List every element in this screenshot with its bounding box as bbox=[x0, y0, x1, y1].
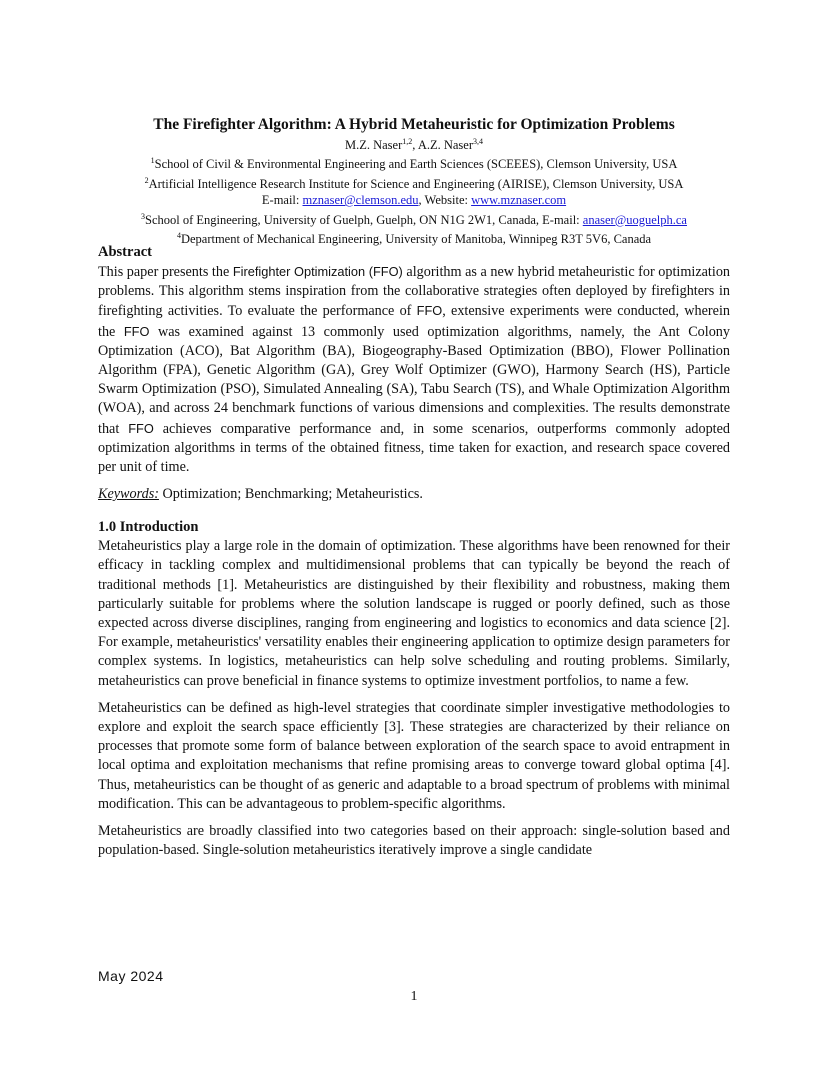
abstract-text bbox=[98, 262, 730, 477]
keywords bbox=[98, 485, 730, 504]
abstract-part-1: This paper presents the bbox=[98, 264, 233, 280]
affiliation-1-text: School of Civil & Environmental Engineering and Earth Sciences (SCEEES), Clemson University, USA bbox=[154, 157, 678, 171]
author-2: A.Z. Naser bbox=[417, 138, 474, 152]
keywords-text: Optimization; Benchmarking; Metaheuristics. bbox=[158, 486, 423, 503]
author-line bbox=[98, 134, 730, 153]
author-2-affil: 3,4 bbox=[473, 137, 484, 146]
email-link-1[interactable]: mznaser@clemson.edu bbox=[302, 193, 419, 207]
footer-date: May 2024 bbox=[98, 968, 164, 984]
affiliation-2 bbox=[98, 173, 730, 193]
affiliation-2-sup: 2 bbox=[144, 175, 149, 185]
email-link-2[interactable]: anaser@uoguelph.ca bbox=[582, 212, 687, 227]
author-1-affil: 1,2 bbox=[402, 137, 413, 146]
affiliation-4-text: Department of Mechanical Engineering, University of Manitoba, Winnipeg R3T 5V6, Canada bbox=[180, 232, 652, 246]
author-1: M.Z. Naser bbox=[344, 138, 403, 152]
affiliation-2-text: Artificial Intelligence Research Institute for Science and Engineering (AIRISE), Clemson University, USA bbox=[148, 176, 684, 191]
introduction-heading: 1.0 Introduction bbox=[98, 519, 199, 536]
page-number: 1 bbox=[410, 989, 418, 1004]
paper-title: The Firefighter Algorithm: A Hybrid Metaheuristic for Optimization Problems bbox=[153, 116, 675, 133]
affiliation-3-sup: 3 bbox=[141, 211, 146, 221]
ffo-term-full: Firefighter Optimization (FFO) bbox=[232, 264, 403, 279]
affiliation-1 bbox=[98, 153, 730, 173]
affiliation-3 bbox=[98, 209, 730, 229]
author-separator: , bbox=[412, 138, 418, 152]
contact-line-1 bbox=[98, 192, 730, 209]
paper-body bbox=[98, 243, 730, 860]
ffo-term: FFO bbox=[123, 323, 150, 339]
website-link[interactable]: www.mznaser.com bbox=[471, 193, 567, 207]
abstract-part-5: achieves comparative performance and, in some scenarios, outperforms commonly adopted optimization algorithms in terms of the obtained fitness, time taken for exaction, and research space covered per unit of time. bbox=[98, 420, 730, 476]
website-label: , Website: bbox=[418, 193, 472, 207]
affiliation-1-sup: 1 bbox=[150, 156, 155, 165]
affiliation-4-sup: 4 bbox=[176, 231, 181, 240]
ffo-term: FFO bbox=[416, 303, 443, 319]
abstract-part-3: , extensive experiments were conducted, wherein the bbox=[98, 303, 730, 340]
intro-paragraph-3: Metaheuristics are broadly classified into two categories based on their approach: single-solution based and population-based. Single-solution metaheuristics iteratively improve a single candidate bbox=[98, 823, 730, 859]
abstract-part-4: was examined against 13 commonly used optimization algorithms, namely, the Ant Colony Optimization (ACO), Bat Algorithm (BA), Biogeography-Based Optimization (BBO), Flower Pollination Algorithm (FPA), Genetic Algorithm (GA), Grey Wolf Optimizer (GWO), Harmony Search (HS), Particle Swarm Optimization (PSO), Simulated Annealing (SA), Tabu Search (TS), and Whale Optimization Algorithm (WOA), and across 24 benchmark functions of various dimensions and complexities. The results demonstrate that bbox=[98, 323, 730, 437]
intro-paragraph-1: Metaheuristics play a large role in the domain of optimization. These algorithms have been renowned for their efficacy in tackling complex and multidimensional problems that can typically be beyond the reach of traditional methods [1]. Metaheuristics are distinguished by their flexibility and robustness, making them particularly suitable for problems where the solution landscape is rugged or poorly defined, such as those expected across diverse disciplines, ranging from engineering and logistics to economics and data science [2]. For example, metaheuristics' versatility enables their engineering application to optimize design parameters for complex systems. In logistics, metaheuristics can help solve scheduling and routing problems. Similarly, metaheuristics can prove beneficial in finance systems to optimize investment portfolios, to name a few. bbox=[98, 538, 730, 689]
ffo-term: FFO bbox=[128, 420, 154, 436]
abstract-heading: Abstract bbox=[98, 244, 152, 260]
affiliation-3-text: School of Engineering, University of Guelph, Guelph, ON N1G 2W1, Canada, E-mail: bbox=[145, 212, 583, 227]
abstract-part-2: algorithm as a new hybrid metaheuristic for optimization problems. This algorithm stems inspiration from the collaborative strategies often deployed by firefighters in firefighting activities. To evaluate the performance of bbox=[98, 264, 731, 320]
email-label: E-mail: bbox=[261, 193, 303, 207]
paper-header bbox=[98, 115, 730, 248]
keywords-label: Keywords: bbox=[98, 486, 159, 503]
intro-paragraph-2: Metaheuristics can be defined as high-level strategies that coordinate simpler investigative methodologies to explore and exploit the search space efficiently [3]. These strategies are characterized by their reliance on processes that promote some form of balance between exploration of the search space to avoid entrapment in local optima and exploitation mechanisms that refine promising areas to converge toward global optima [4]. Thus, metaheuristics can be thought of as generic and adaptable to a broad spectrum of problems with minimal modification. This can be advantageous to problem-specific algorithms. bbox=[98, 699, 730, 812]
